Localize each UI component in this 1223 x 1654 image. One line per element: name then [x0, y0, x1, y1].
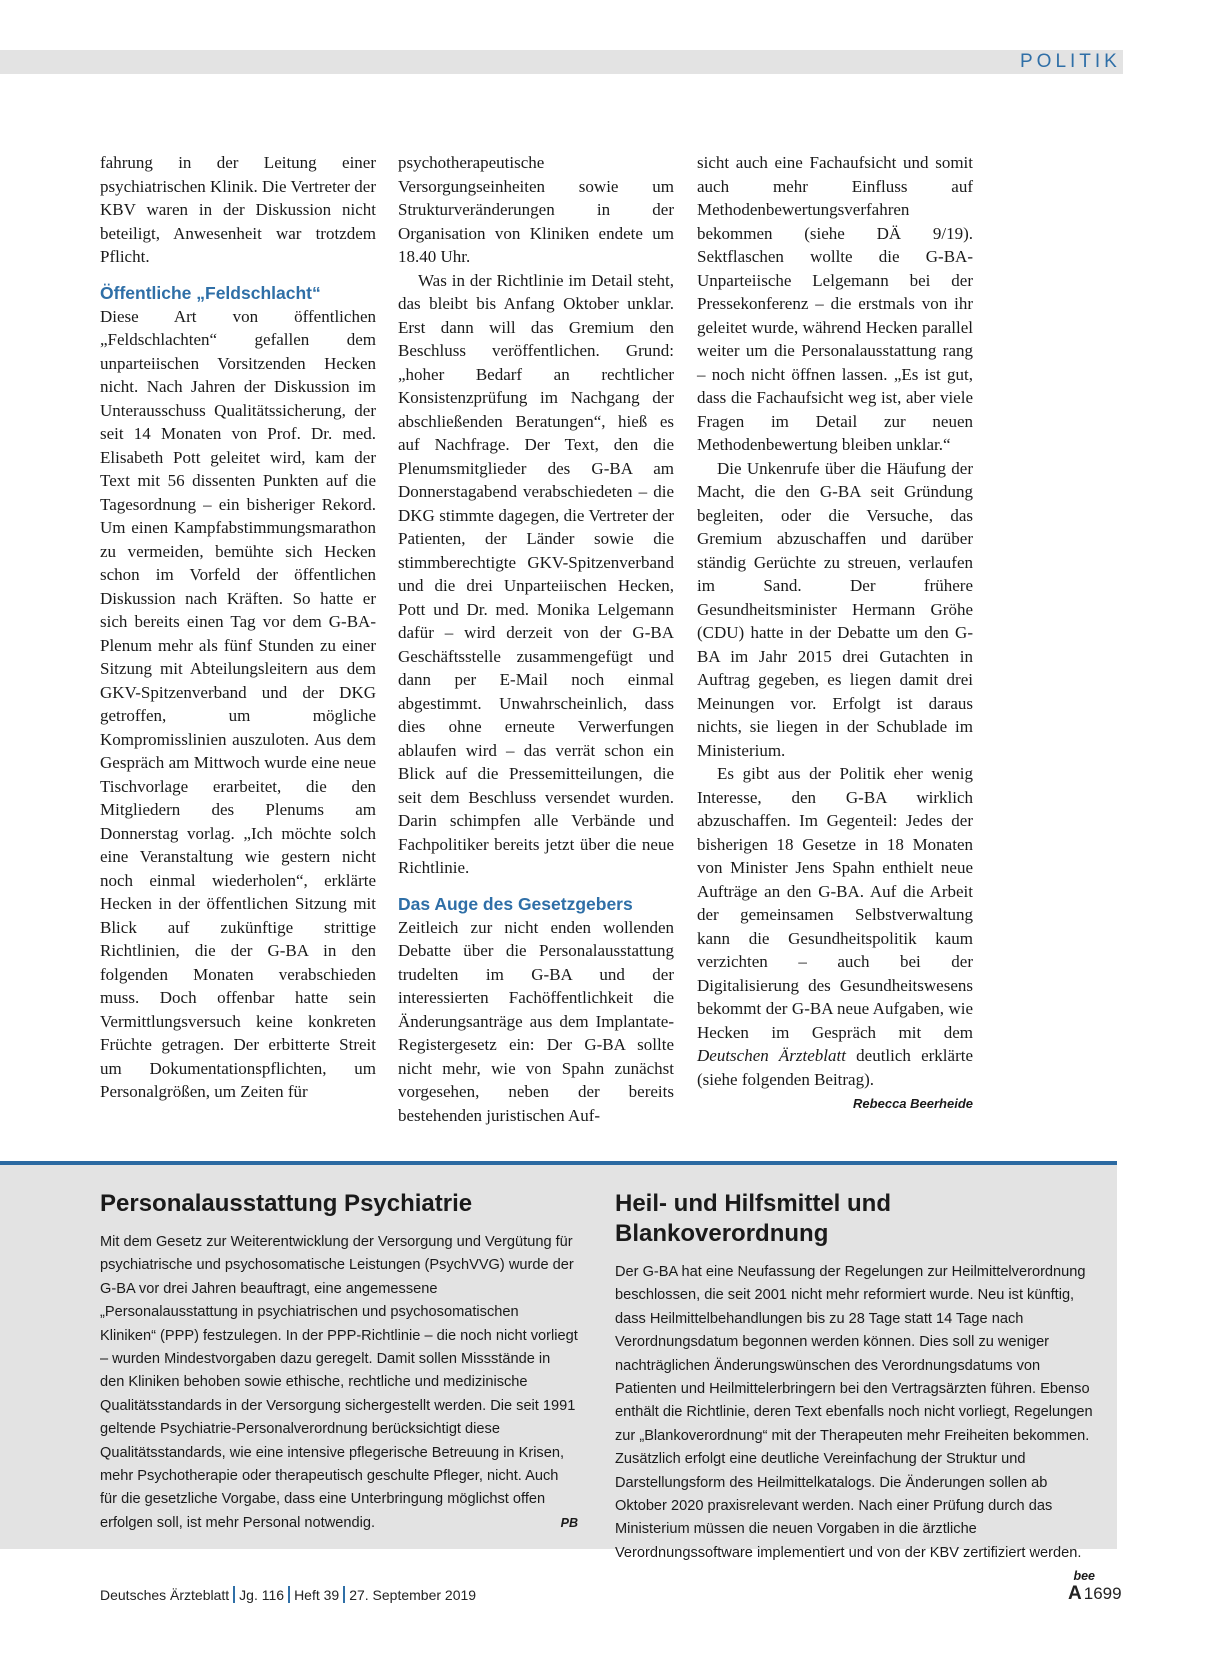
- info-box: [0, 1161, 1117, 1584]
- info-box-body: Der G-BA hat eine Neufassung der Regelungen zur Heilmittelverordnung beschlossen, die seit 2001 nicht mehr reformiert wurde. Neu ist künftig, dass Heilmittelbehandlungen bis zu 28 Tage statt 14 Tage nach Verordnungsdatum begonnen werden können. Dies soll zu weniger nachträglichen Änderungswünschen des Verordnungsdatums von Patienten und Heilmittelerbringern bei den Vertragsärzten führen. Ebenso enthält die Richtlinie, deren Text ebenfalls noch nicht vorliegt, Regelungen zur „Blankoverordnung“ mit der Therapeuten mehr Freiheiten bekommen. Zusätzlich erfolgt eine deutliche Vereinfachung der Struktur und Darstellungsform des Heilmittelkatalogs. Die Änderungen sollen ab Oktober 2020 praxisrelevant werden. Nach einer Prüfung durch das Ministerium müssen die neuen Vorgaben in die ärztliche Verordnungssoftware implementiert und von der KBV zertifiziert werden.: [615, 1264, 1093, 1561]
- page-footer: [100, 1583, 476, 1607]
- info-box-title: Personalausstattung Psychiatrie: [100, 1190, 473, 1217]
- paragraph: psychotherapeutische Versorgungseinheiten sowie um Strukturveränderungen in der Organisation von Kliniken endete um 18.40 Uhr.: [398, 153, 674, 266]
- subheading: Das Auge des Gesetzgebers: [398, 893, 633, 914]
- page-prefix: A: [1068, 1583, 1082, 1604]
- article-column-2: [398, 151, 674, 1127]
- page-number: [1068, 1580, 1122, 1608]
- paragraph: [697, 762, 973, 1111]
- paragraph: Diese Art von öffentlichen „Feldschlachten“ gefallen dem unparteiischen Vorsitzenden Hecken nicht. Nach Jahren der Diskussion im Unterausschuss Qualitätssicherung, der seit 14 Monaten von Prof. Dr. med. Elisabeth Pott geleitet wird, kam der Text mit 56 dissenten Punkten auf die Tagesordnung – ein bisheriger Rekord. Um einen Kampfabstimmungsmarathon zu vermeiden, bemühte sich Hecken schon im Vorfeld der öffentlichen Diskussion nach Kräften. So hatte er sich bereits einen Tag vor dem G-BA-Plenum mehr als fünf Stunden zu einer Sitzung mit Abteilungsleitern aus dem GKV-Spitzenverband und der DKG getroffen, um mögliche Kompromisslinien auszuloten. Aus dem Gespräch am Mittwoch wurde eine neue Tischvorlage erarbeitet, die den Mitgliedern des Plenums am Donnerstag vorlag. „Ich möchte solch eine Veranstaltung wie gestern nicht noch einmal wiederholen“, erklärte Hecken in der öffentlichen Sitzung mit Blick auf zukünftige strittige Richtlinien, die der G-BA in den folgenden Monaten verabschieden muss. Doch offenbar hatte sein Vermittlungsversuch keine konkreten Früchte getragen. Der erbitterte Streit um Dokumentationspflichten, um Personalgrößen, um Zeiten für: [100, 306, 376, 1101]
- info-box-body: Mit dem Gesetz zur Weiterentwicklung der Versorgung und Vergütung für psychiatrische und psychosomatische Leistungen (PsychVVG) wurde der G-BA vor drei Jahren beauftragt, eine angemessene „Personalausstattung in psychiatrischen und psychosomatischen Kliniken“ (PPP) festzulegen. In der PPP-Richtlinie – die noch nicht vorliegt – wurden Mindestvorgaben dazu geregelt. Damit sollen Missstände in den Kliniken behoben sowie ethische, rechtliche und medizinische Qualitätsstandards in der Versorgung sichergestellt werden. Die seit 1991 geltende Psychiatrie-Personalverordnung berücksichtigt diese Qualitätsstandards, wie eine intensive pflegerische Betreuung in Krisen, mehr Psychotherapie oder therapeutisch geschulte Pfleger, nicht. Auch für die gesetzliche Vorgabe, dass eine Unterbringung möglichst offen erfolgen soll, ist mehr Personal notwendig.: [100, 1234, 578, 1531]
- paragraph: fahrung in der Leitung einer psychiatrischen Klinik. Die Vertreter der KBV waren in der Diskussion nicht beteiligt, Anwesenheit war trotzdem Pflicht.: [100, 153, 376, 266]
- header-band: [0, 50, 1123, 74]
- volume: Jg. 116: [239, 1587, 285, 1603]
- paragraph-text: deutlich erklärte (siehe folgenden Beitrag).: [697, 1046, 973, 1089]
- info-box-right: [615, 1189, 1095, 1589]
- paragraph: sicht auch eine Fachaufsicht und somit auch mehr Einfluss auf Methodenbewertungsverfahren bekommen (siehe DÄ 9/19). Sektflaschen wollte die G-BA-Unparteiische Lelgemann bei der Pressekonferenz – die erstmals von ihr geleitet wurde, während Hecken parallel weiter um die Personalausstattung rang – noch nicht öffnen lassen. „Es ist gut, dass die Fachaufsicht weg ist, aber viele Fragen im Detail zur neuen Methodenbewertung bleiben unklar.“: [697, 153, 973, 454]
- footer-divider: [343, 1586, 345, 1603]
- section-label: POLITIK: [1020, 51, 1121, 72]
- article-column-1: [100, 151, 376, 1104]
- paragraph-text: Es gibt aus der Politik eher wenig Interesse, den G-BA wirklich abzuschaffen. Im Gegenteil: Jedes der bisherigen 18 Gesetze in 18 Monaten von Minister Jens Spahn enthielt neue Aufträge an den G-BA. Auf die Arbeit der gemeinsamen Selbstverwaltung kann die Gesundheitspolitik kaum verzichten – auch bei der Digitalisierung des Gesundheitswesens bekommt der G-BA neue Aufgaben, wie Hecken im Gespräch mit dem: [697, 764, 973, 1042]
- info-box-text: [615, 1261, 1095, 1584]
- issue: Heft 39: [294, 1587, 340, 1603]
- paragraph: Was in der Richtlinie im Detail steht, das bleibt bis Anfang Oktober unklar. Erst dann will das Gremium den Beschluss veröffentlichen. Grund: „hoher Bedarf an rechtlicher Konsistenzprüfung im Nachgang der abschließenden Beratungen“, hieß es auf Nachfrage. Der Text, den die Plenumsmitglieder des G-BA am Donnerstagabend verabschiedeten – die DKG stimmte dagegen, die Vertreter der Patienten, der Länder sowie die stimmberechtigte GKV-Spitzenverband und die drei Unparteiischen Hecken, Pott und Dr. med. Monika Lelgemann dafür – wird derzeit von der G-BA Geschäftsstelle zusammengefügt und dann per E-Mail noch einmal abgestimmt. Unwahrscheinlich, dass dies ohne erneute Verwerfungen ablaufen wird – das verrät schon ein Blick auf die Pressemitteilungen, die seit dem Beschluss versendet wurden. Darin schimpfen alle Verbände und Fachpolitiker bereits jetzt über die neue Richtlinie.: [398, 270, 674, 877]
- footer-divider: [233, 1586, 235, 1603]
- info-box-signature: PB: [560, 1515, 578, 1530]
- author-byline: Rebecca Beerheide: [853, 1096, 973, 1111]
- article-column-3: [697, 151, 973, 1114]
- subheading: Öffentliche „Feldschlacht“: [100, 282, 321, 303]
- page-number-value: 1699: [1083, 1584, 1122, 1603]
- paragraph: Zeitleich zur nicht enden wollenden Debatte über die Personalausstattung trudelten im G-BA und der interessierten Fachöffentlichkeit die Änderungsanträge aus dem Implantate-Registergesetz ein: Der G-BA sollte nicht mehr, wie von Spahn zunächst vorgesehen, neben der bereits bestehenden juristischen Auf-: [398, 917, 674, 1125]
- info-box-title: Heil- und Hilfsmittel und Blankoverordnung: [615, 1190, 891, 1247]
- info-box-signature: bee: [1073, 1569, 1095, 1584]
- journal-name: Deutsches Ärzteblatt: [100, 1587, 230, 1603]
- footer-divider: [288, 1586, 290, 1603]
- issue-date: 27. September 2019: [349, 1587, 477, 1603]
- publication-name: Deutschen Ärzteblatt: [697, 1046, 846, 1065]
- info-box-left: [100, 1189, 578, 1535]
- paragraph: Die Unkenrufe über die Häufung der Macht, die den G-BA seit Gründung begleiten, oder die Versuche, das Gremium abzuschaffen und darüber ständig Gerüchte zu streuen, verlaufen im Sand. Der frühere Gesundheitsminister Hermann Gröhe (CDU) hatte in der Debatte um den G-BA im Jahr 2015 drei Gutachten in Auftrag gegeben, es liegen damit drei Meinungen vor. Erfolgt ist daraus nichts, sie liegen in der Schublade im Ministerium.: [697, 458, 973, 760]
- info-box-text: [100, 1231, 578, 1535]
